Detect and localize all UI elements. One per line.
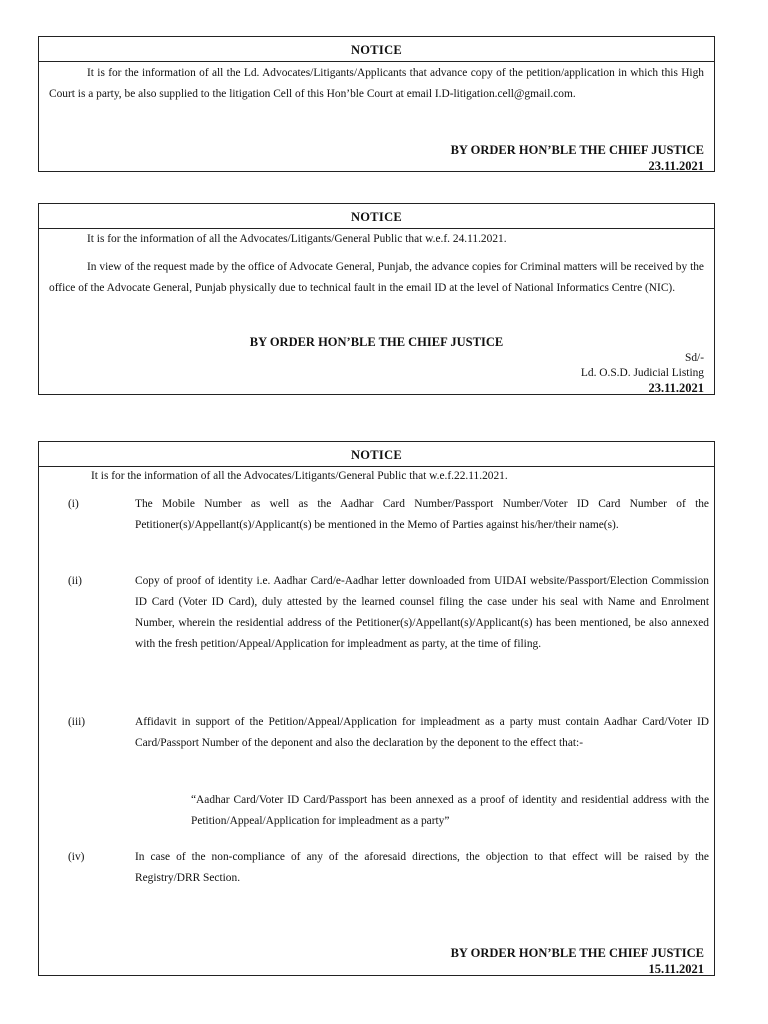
item-number: (i): [68, 498, 79, 510]
item-text: The Mobile Number as well as the Aadhar Card Number/Passport Number/Voter ID Card Number of the Petitioner(s)/Appellant(s)/Applicant(s) be mentioned in the Memo of Parties against his/her/their name(s).: [135, 498, 709, 531]
order-line: BY ORDER HON’BLE THE CHIEF JUSTICE: [249, 335, 504, 349]
notice-date: 23.11.2021: [648, 381, 704, 395]
signature-block: [581, 351, 704, 396]
item-text: Affidavit in support of the Petition/Appeal/Application for impleadment as a party must contain Aadhar Card/Voter ID Card/Passport Number of the deponent and also the declaration by the deponent to the effect that:-: [135, 716, 709, 749]
notice-body: [39, 466, 714, 487]
notice-body: [39, 229, 714, 299]
item-text: In case of the non-compliance of any of the aforesaid directions, the objection to that effect will be raised by the Registry/DRR Section.: [135, 851, 709, 884]
notice-paragraph: It is for the information of all the Ld. Advocates/Litigants/Applicants that advance copy of the petition/application in which this High Court is a party, be also supplied to the litigation Cell of this Hon’ble Court at email I.D-litigation.cell@gmail.com.: [49, 67, 704, 100]
declaration-quote: “Aadhar Card/Voter ID Card/Passport has been annexed as a proof of identity and residential address with the Petition/Appeal/Application for impleadment as a party”: [191, 794, 709, 827]
notice-date: 23.11.2021: [648, 159, 704, 173]
order-line: BY ORDER HON’BLE THE CHIEF JUSTICE: [450, 946, 704, 960]
notice-paragraph: In view of the request made by the office of Advocate General, Punjab, the advance copies for Criminal matters will be received by the office of the Advocate General, Punjab physically due to technical fault in the email ID at the level of National Informatics Centre (NIC).: [49, 261, 704, 294]
order-signature: [451, 142, 704, 174]
item-number: (iii): [68, 716, 86, 728]
notice-box-3: [38, 441, 715, 976]
item-text: Copy of proof of identity i.e. Aadhar Card/e-Aadhar letter downloaded from UIDAI website/Passport/Election Commission ID Card (Voter ID Card), duly attested by the learned counsel filing the case under his seal with Name and Enrolment Number, wherein the residential address of the Petitioner(s)/Appellant(s)/Applicant(s) has been mentioned, be also annexed with the fresh petition/Appeal/Application for impleadment as party, at the time of filing.: [135, 575, 709, 650]
notice-title: NOTICE: [39, 204, 714, 229]
notice-title: NOTICE: [39, 37, 714, 62]
item-number: (iv): [68, 851, 85, 863]
order-signature: [451, 945, 704, 977]
notice-box-2: [38, 203, 715, 395]
item-number: (ii): [68, 575, 82, 587]
notice-intro: It is for the information of all the Advocates/Litigants/General Public that w.e.f.22.11.2021.: [91, 470, 508, 482]
notice-date: 15.11.2021: [648, 962, 704, 976]
notice-box-1: [38, 36, 715, 172]
notice-title: NOTICE: [39, 442, 714, 467]
signed-mark: Sd/-: [685, 352, 704, 364]
notice-body: [39, 63, 714, 105]
order-line: BY ORDER HON’BLE THE CHIEF JUSTICE: [450, 143, 704, 157]
signatory-name: Ld. O.S.D. Judicial Listing: [580, 367, 704, 379]
notice-paragraph: It is for the information of all the Advocates/Litigants/General Public that w.e.f. 24.11.2021.: [87, 233, 507, 245]
